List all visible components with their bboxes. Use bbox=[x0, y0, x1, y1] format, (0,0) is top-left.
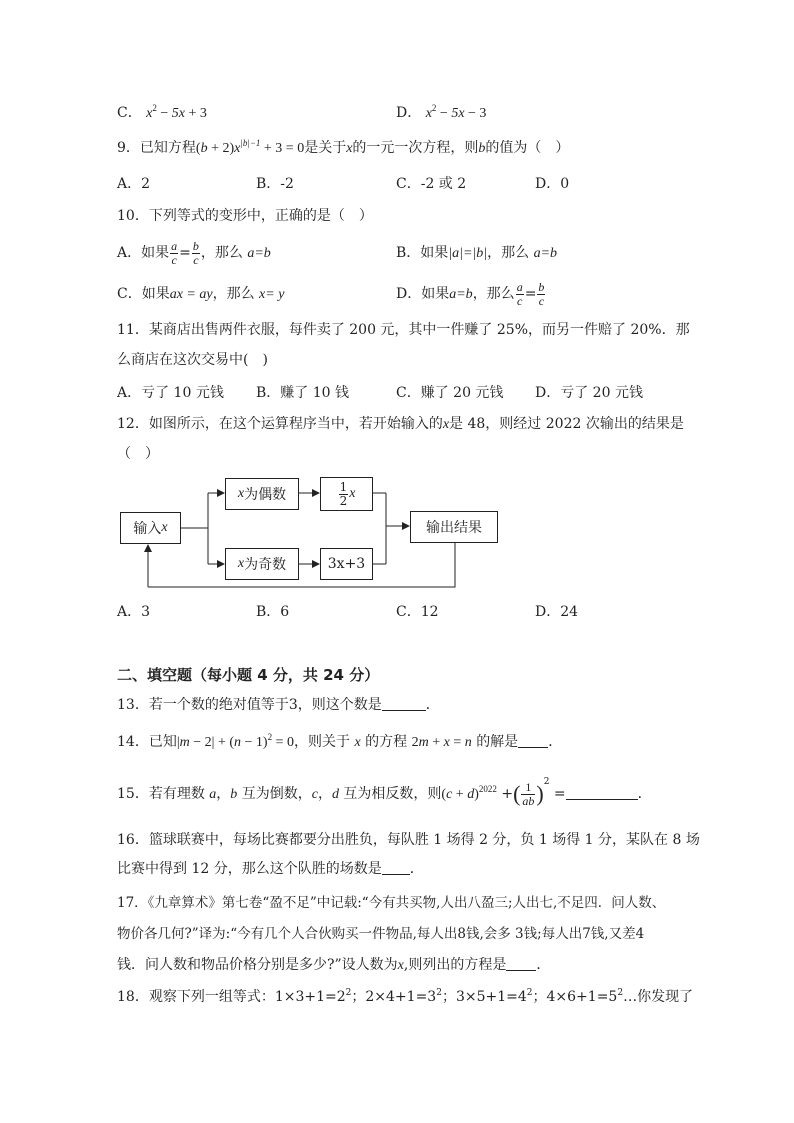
flow-odd-box bbox=[225, 548, 299, 580]
q9-mid: 是关于 bbox=[304, 140, 347, 156]
flow-triple-label: 3x+3 bbox=[327, 556, 366, 572]
q11-line1: 11．某商店出售两件衣服，每件卖了 200 元，其中一件赚了 25%，而另一件赔了 20%．那 bbox=[117, 322, 690, 338]
q13-tail: ，则这个数是 bbox=[297, 697, 382, 713]
flow-output-label: 输出结果 bbox=[426, 520, 482, 536]
flow-odd-label: 为奇数 bbox=[244, 557, 287, 573]
q14-tail: 的解是 bbox=[476, 734, 519, 750]
q17-line3 bbox=[117, 956, 550, 975]
q12-line1-var: x bbox=[442, 417, 450, 432]
flow-input-label: 输入 bbox=[133, 521, 162, 537]
q9-option-a: A．2 bbox=[117, 176, 151, 192]
q11-option-b: B．赚了 10 钱 bbox=[256, 385, 350, 401]
q8-option-d-expr: $x^2 - 5x - 3$ bbox=[425, 103, 487, 121]
q15-exp1: 2022 bbox=[478, 784, 497, 794]
q18-pre: 18．观察下列一组等式： bbox=[117, 989, 275, 1005]
q17-line2: 物价各几何?”译为:“今有几个人合伙购买一件物品,每人出8钱,会多 3钱;每人出7钱,又差4 bbox=[117, 926, 645, 942]
q12-option-a: A．3 bbox=[117, 604, 151, 620]
q10-option-a-tail: ，那么 bbox=[200, 245, 243, 261]
q15-expr1: $(c + d)^{2022}$ bbox=[441, 784, 497, 802]
q10-option-c-expr: ax = ay bbox=[169, 287, 213, 302]
q8-option-d-label: D． bbox=[396, 105, 422, 121]
q10-option-a-frac1: $\frac{a}{c}$ bbox=[171, 238, 178, 267]
q15-c: c bbox=[311, 787, 318, 802]
q15-exp2: 2 bbox=[543, 777, 550, 787]
q10-option-c-end: x= y bbox=[259, 287, 285, 302]
q13-answer-blank[interactable] bbox=[382, 696, 426, 711]
q18-tail: …你发现了 bbox=[623, 989, 694, 1005]
q10-option-d-expr: a=b bbox=[449, 287, 473, 302]
q17-line1: 17．《九章算术》第七卷“盈不足”中记载:“今有共买物,人出八盈三;人出七,不足四．问人数、 bbox=[117, 895, 666, 911]
q18-e3: $3\times 5+1=4^2$ bbox=[455, 988, 533, 1005]
flow-half-box bbox=[320, 477, 373, 511]
q9-label: 9．已知方程 bbox=[117, 140, 196, 156]
q10-stem: 10．下列等式的变形中，正确的是（ ） bbox=[117, 208, 373, 224]
q14-expr: $|m - 2| + (n - 1)^2 = 0$ bbox=[176, 732, 294, 750]
flow-even-box bbox=[225, 478, 299, 510]
q14-mid: ，则关于 bbox=[294, 734, 350, 750]
q15-frac-den: ab bbox=[522, 793, 535, 808]
q10-option-d-frac2: $\frac{b}{c}$ bbox=[538, 279, 545, 308]
flow-odd-var: x bbox=[237, 556, 245, 571]
q15-lparen: ( bbox=[513, 781, 521, 806]
q10-option-c-tail: ，那么 bbox=[212, 286, 255, 302]
flow-half-var: x bbox=[349, 486, 356, 501]
q17-answer-blank[interactable] bbox=[506, 956, 536, 971]
q18 bbox=[117, 988, 693, 1006]
q9-var2: b bbox=[478, 141, 486, 156]
flow-even-label: 为偶数 bbox=[244, 487, 287, 503]
q10-option-a-label: A．如果 bbox=[117, 245, 170, 261]
flow-triple-box bbox=[320, 548, 373, 580]
flow-input-var: x bbox=[161, 520, 168, 535]
q13 bbox=[117, 696, 440, 714]
q12-line1a: 12．如图所示，在这个运算程序当中，若开始输入的 bbox=[117, 416, 443, 432]
q10-option-b-end: a=b bbox=[533, 246, 558, 261]
q10-option-b-tail: ，那么 bbox=[487, 245, 530, 261]
q14-mid2: 的方程 bbox=[365, 734, 408, 750]
q15 bbox=[117, 776, 652, 813]
q14-pre: 14．已知 bbox=[117, 734, 177, 750]
q15-mid4: 互为相反数，则 bbox=[343, 786, 442, 802]
q9-option-d: D．0 bbox=[535, 176, 570, 192]
q18-e4: $4\times 6+1=5^2$ bbox=[546, 988, 624, 1005]
q15-d: d bbox=[331, 787, 339, 802]
q17-line3a: 钱．问人数和物品价格分别是多少?”设人数为 bbox=[117, 957, 398, 973]
q12-option-c: C．12 bbox=[396, 604, 439, 620]
q18-e2: $2\times 4+1=3^2$ bbox=[365, 988, 442, 1005]
q15-frac bbox=[521, 781, 535, 808]
q15-b: b bbox=[230, 787, 238, 802]
q14-end: ． bbox=[548, 734, 563, 750]
q15-mid3: ， bbox=[317, 786, 332, 802]
q15-mid2: 互为倒数， bbox=[241, 786, 312, 802]
flow-half-den: 2 bbox=[339, 493, 348, 508]
q8-option-c-label: C． bbox=[117, 105, 142, 121]
q12-option-d: D．24 bbox=[535, 604, 579, 620]
q10-option-b-expr: |a|=|b| bbox=[448, 246, 488, 261]
q11-option-d: D．亏了 20 元钱 bbox=[535, 385, 643, 401]
q16-answer-blank[interactable] bbox=[382, 860, 410, 875]
q9-var: x bbox=[346, 141, 353, 156]
q15-a: a bbox=[209, 787, 217, 802]
q9-tail: 的值为（ ） bbox=[485, 140, 570, 156]
q15-answer-blank[interactable] bbox=[566, 785, 638, 800]
q12-line1b: 是 48，则经过 2022 次输出的结果是 bbox=[449, 416, 684, 432]
q17-line3b: ,则列出的方程是 bbox=[403, 957, 507, 973]
q10-option-d-label: D．如果 bbox=[396, 286, 450, 302]
q9-option-b: B．-2 bbox=[256, 176, 294, 192]
q18-e1: $1\times 3+1=2^2$ bbox=[274, 988, 352, 1005]
q9-expr: $(b + 2)x^{|b|-1} + 3 = 0$ bbox=[195, 138, 305, 156]
q9-option-c: C．-2 或 2 bbox=[396, 176, 467, 192]
q16-line2b: ． bbox=[409, 861, 424, 877]
q16-line2a: 比赛中得到 12 分，那么这个队胜的场数是 bbox=[117, 861, 382, 877]
flow-output-box bbox=[410, 511, 498, 543]
q10-option-c-label: C．如果 bbox=[117, 286, 170, 302]
q14-eq: 2m + x = n bbox=[411, 735, 472, 750]
q10-option-a-eq: = bbox=[179, 245, 191, 261]
flow-input-box bbox=[120, 512, 181, 544]
q14 bbox=[117, 733, 562, 752]
q10-option-d-tail: ，那么 bbox=[472, 286, 515, 302]
q15-end: ． bbox=[637, 786, 652, 802]
q12-line2: （ ） bbox=[117, 446, 159, 462]
q13-num: 3 bbox=[288, 697, 298, 713]
flow-half-num: 1 bbox=[339, 479, 348, 494]
flow-half-frac bbox=[339, 481, 349, 508]
q15-eq: = bbox=[553, 786, 566, 802]
flow-even-var: x bbox=[237, 486, 245, 501]
q15-plus: + bbox=[501, 786, 514, 802]
q15-mid1: ， bbox=[216, 786, 231, 802]
q8-option-c-expr: $x^2 - 5x + 3$ bbox=[146, 103, 207, 121]
q14-var: x bbox=[354, 735, 361, 750]
q10-option-b-label: B．如果 bbox=[396, 245, 449, 261]
q9-mid2: 的一元一次方程，则 bbox=[352, 140, 479, 156]
q10-option-a-end: a=b bbox=[247, 246, 271, 261]
q11-option-c: C．赚了 20 元钱 bbox=[396, 385, 504, 401]
q18-sep2: ； bbox=[441, 989, 456, 1005]
q16-line2 bbox=[117, 860, 424, 878]
q15-pre: 15．若有理数 bbox=[117, 786, 205, 802]
q13-end: ． bbox=[425, 697, 440, 713]
q15-frac-num: 1 bbox=[521, 781, 535, 795]
q16-line1: 16．篮球联赛中，每场比赛都要分出胜负，每队胜 1 场得 2 分，负 1 场得 1 分，某队在 8 场 bbox=[117, 832, 700, 848]
q18-sep1: ； bbox=[351, 989, 366, 1005]
q13-text: 13．若一个数的绝对值等于 bbox=[117, 697, 289, 713]
q10-option-a-frac2: $\frac{b}{c}$ bbox=[192, 238, 199, 267]
q12-option-b: B．6 bbox=[256, 604, 290, 620]
q17-line3c: ． bbox=[536, 957, 551, 973]
q10-option-d-eq: = bbox=[524, 286, 537, 302]
q10-option-d-frac1: $\frac{a}{c}$ bbox=[516, 279, 523, 308]
q11-line2: 么商店在这次交易中( ) bbox=[117, 352, 268, 368]
section-title: 二、填空题（每小题 4 分，共 24 分） bbox=[117, 666, 380, 684]
q17-line3-var: x bbox=[397, 958, 404, 973]
q14-answer-blank[interactable] bbox=[518, 733, 548, 748]
q18-sep3: ； bbox=[532, 989, 547, 1005]
q11-option-a: A．亏了 10 元钱 bbox=[117, 385, 224, 401]
q15-rparen: ) bbox=[536, 781, 544, 806]
